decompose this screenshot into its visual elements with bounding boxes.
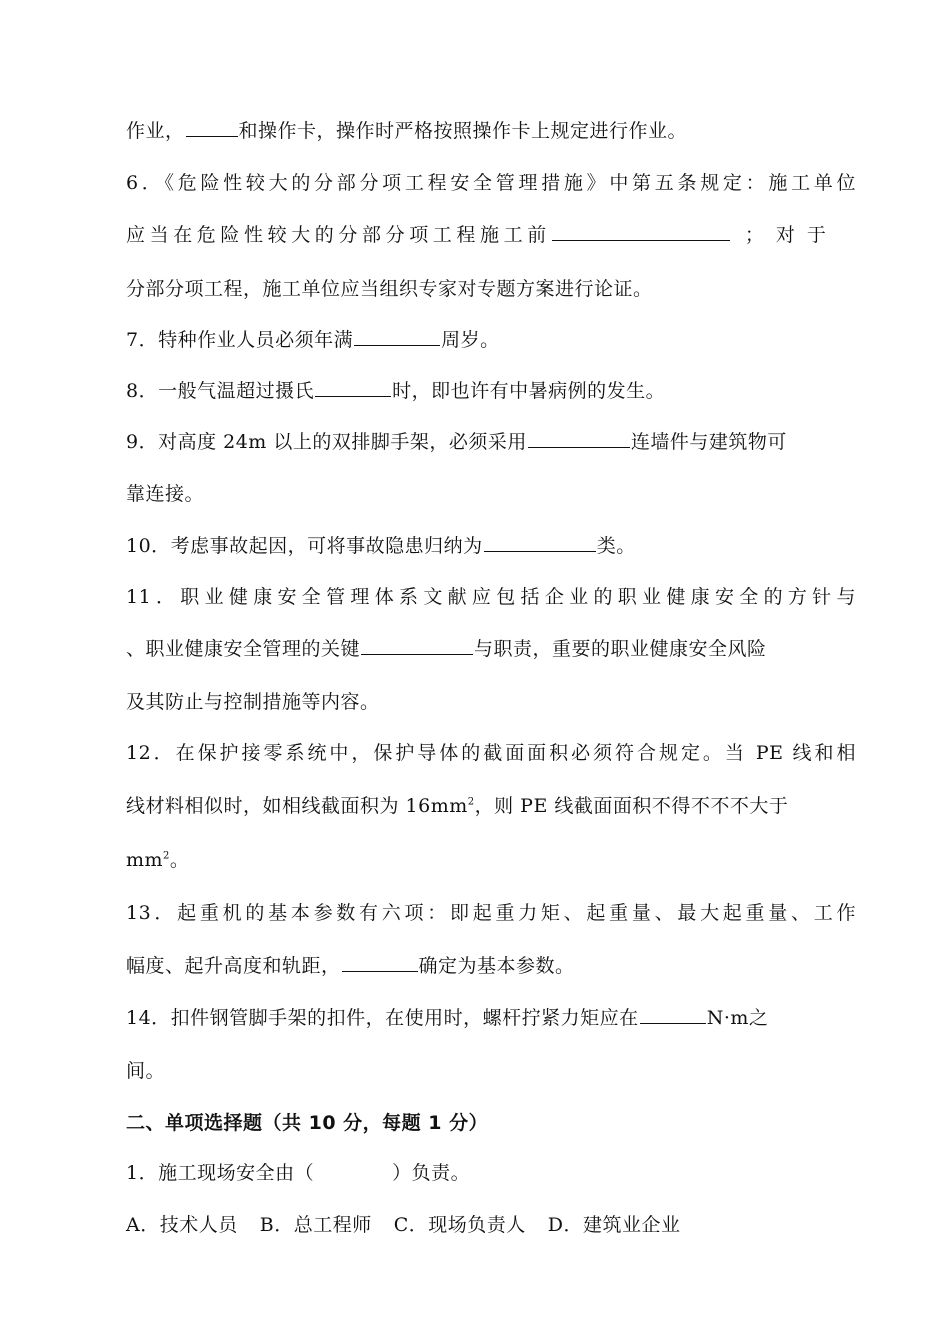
- text: 14．扣件钢管脚手架的扣件，在使用时，螺杆拧紧力矩应在: [126, 1007, 639, 1029]
- text: 、职业健康安全管理的关键: [126, 638, 361, 660]
- question-6-line-1: 6．《危险性较大的分部分项工程安全管理措施》中第五条规定：施工单位: [126, 172, 856, 194]
- text: 9．对高度 24m 以上的双排脚手架，必须采用: [126, 431, 527, 453]
- superscript: 2: [163, 850, 170, 862]
- question-13-line-2: [126, 953, 856, 979]
- section-heading: 二、单项选择题（共 10 分，每题 1 分）: [126, 1112, 489, 1134]
- question-11-line-2: [126, 636, 856, 662]
- text: 10．考虑事故起因，可将事故隐患归纳为: [126, 535, 483, 557]
- answer-blank: [186, 118, 238, 137]
- text: 1．施工现场安全由（: [126, 1162, 315, 1184]
- text: ；对于: [744, 224, 838, 246]
- option-b: B．总工程师: [259, 1214, 372, 1236]
- answer-blank: [342, 953, 418, 972]
- text: 线材料相似时，如相线截面积为 16mm: [126, 795, 468, 817]
- answer-blank: [315, 378, 391, 397]
- option-a: A．技术人员: [126, 1214, 238, 1236]
- question-13-line-1: 13．起重机的基本参数有六项：即起重力矩、起重量、最大起重量、工作: [126, 902, 856, 924]
- text: 时，即也许有中暑病例的发生。: [392, 380, 666, 402]
- question-6-line-2: [126, 222, 856, 248]
- question-14-line-2: 间。: [126, 1060, 166, 1082]
- question-9-line-1: [126, 429, 856, 455]
- answer-blank: [361, 636, 473, 655]
- question-9-line-2: 靠连接。: [126, 483, 205, 505]
- question-11-line-3: 及其防止与控制措施等内容。: [126, 691, 380, 713]
- text: ）负责。: [392, 1162, 471, 1184]
- question-11-line-1: 11．职业健康安全管理体系文献应包括企业的职业健康安全的方针与: [126, 586, 856, 608]
- question-8: [126, 378, 856, 404]
- question-10: [126, 533, 856, 559]
- text: N·m之: [706, 1007, 769, 1029]
- text: mm: [126, 849, 164, 871]
- question-12-line-3: [126, 847, 856, 873]
- text-line: [126, 118, 856, 144]
- text: 应当在危险性较大的分部分项工程施工前: [126, 224, 551, 246]
- text: 确定为基本参数。: [418, 955, 575, 977]
- text: 与职责，重要的职业健康安全风险: [474, 638, 767, 660]
- text: 8．一般气温超过摄氏: [126, 380, 315, 402]
- superscript: 2: [467, 796, 475, 808]
- question-12-line-1: 12．在保护接零系统中，保护导体的截面面积必须符合规定。当 PE 线和相: [126, 742, 856, 764]
- question-6-line-3: 分部分项工程，施工单位应当组织专家对专题方案进行论证。: [126, 278, 653, 300]
- text: 幅度、起升高度和轨距，: [126, 955, 341, 977]
- text: 和操作卡，操作时严格按照操作卡上规定进行作业。: [238, 120, 688, 142]
- answer-blank: [354, 327, 440, 346]
- choice-question-1: [126, 1160, 856, 1186]
- text: 类。: [596, 535, 636, 557]
- answer-blank: [640, 1005, 706, 1024]
- option-d: D．建筑业企业: [547, 1214, 681, 1236]
- choice-options: [126, 1212, 856, 1238]
- text: 。: [169, 849, 190, 871]
- answer-blank: [528, 429, 630, 448]
- question-14-line-1: [126, 1005, 856, 1031]
- question-7: [126, 327, 856, 353]
- text: ，则 PE 线截面面积不得不不不大于: [474, 795, 789, 817]
- option-c: C．现场负责人: [393, 1214, 526, 1236]
- question-12-line-2: [126, 793, 856, 819]
- answer-blank: [552, 222, 730, 241]
- text: 连墙件与建筑物可: [630, 431, 787, 453]
- text: 作业，: [126, 120, 185, 142]
- text: 周岁。: [441, 329, 500, 351]
- answer-blank: [484, 533, 596, 552]
- text: 7．特种作业人员必须年满: [126, 329, 354, 351]
